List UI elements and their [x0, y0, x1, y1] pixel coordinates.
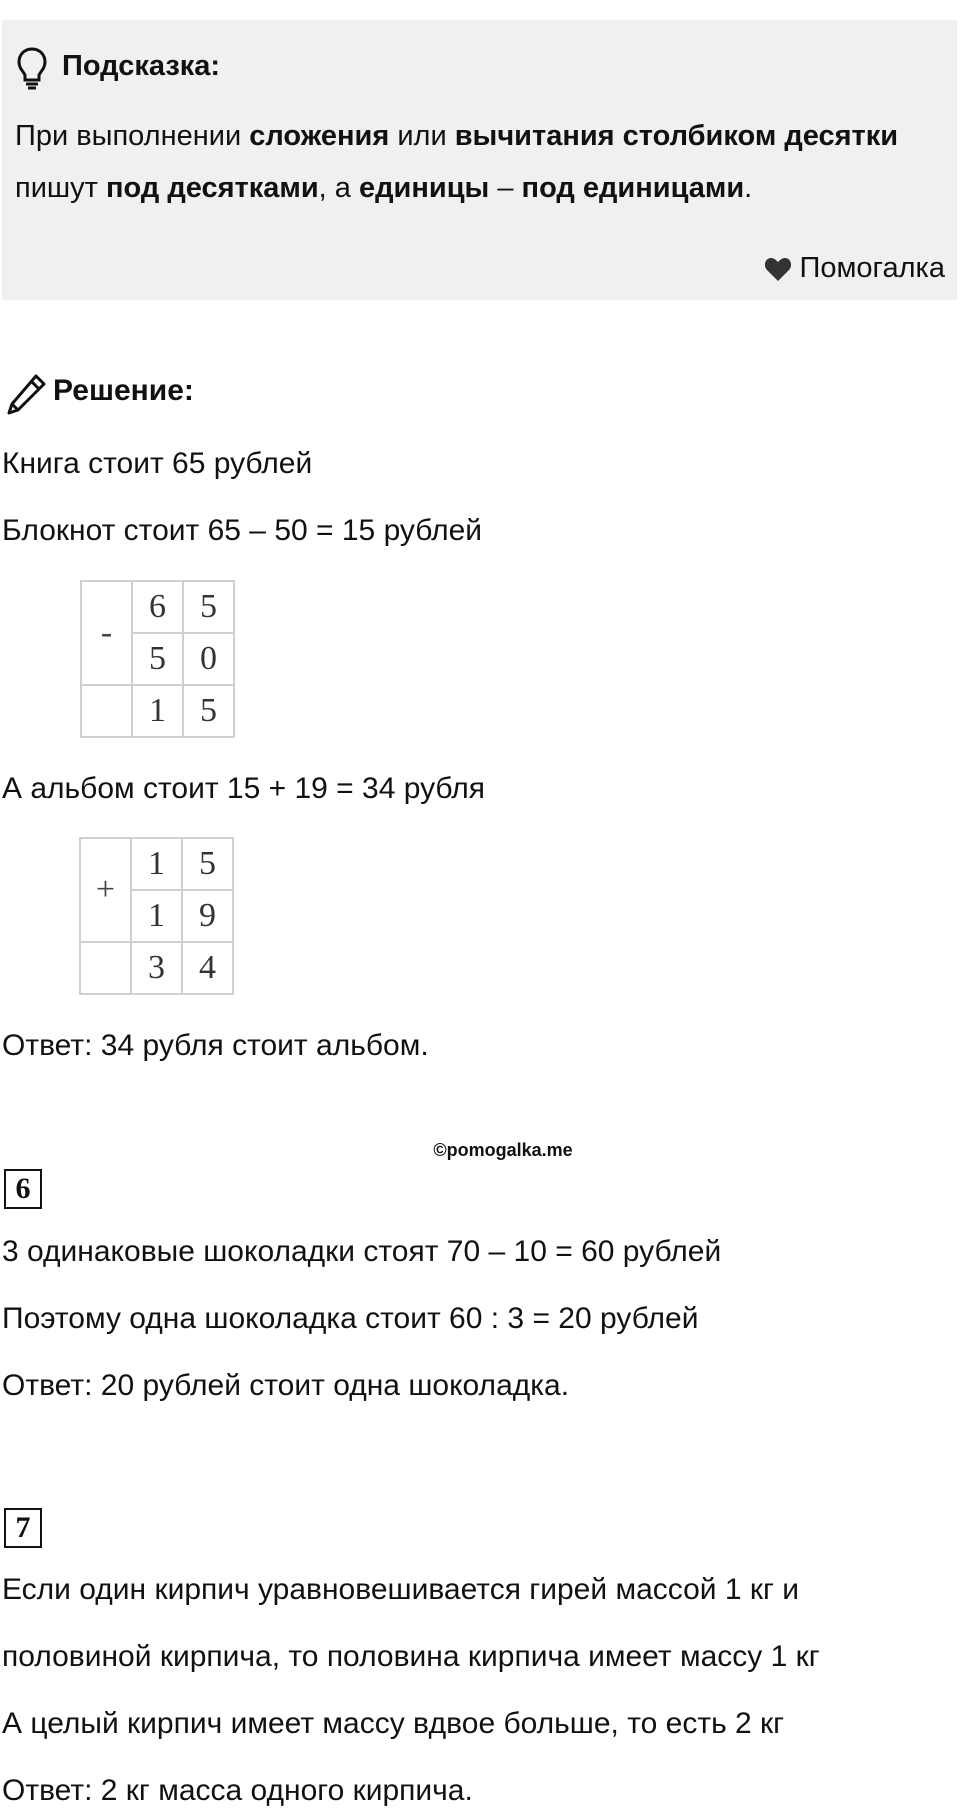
result-cell: 3	[131, 942, 182, 994]
task-line: Если один кирпич уравновешивается гирей массой 1 кг и	[2, 1573, 800, 1606]
task-line: половиной кирпича, то половина кирпича имеет массу 1 кг	[2, 1640, 820, 1673]
digit-cell: 5	[182, 838, 233, 890]
hint-box	[2, 20, 957, 300]
digit-cell: 5	[132, 633, 183, 685]
digit-cell: 9	[182, 890, 233, 942]
task-line: 3 одинаковые шоколадки стоят 70 – 10 = 60 рублей	[2, 1235, 722, 1268]
digit-cell: 0	[183, 633, 234, 685]
result-cell: 1	[132, 685, 183, 737]
task-number-box: 6	[4, 1169, 42, 1209]
solution-line: Блокнот стоит 65 – 50 = 15 рублей	[2, 514, 483, 547]
answer-line: Ответ: 2 кг масса одного кирпича.	[2, 1774, 473, 1807]
empty-cell	[80, 942, 131, 994]
operator-sign: -	[81, 581, 132, 685]
result-cell: 5	[183, 685, 234, 737]
hint-title: Подсказка:	[62, 50, 221, 82]
result-cell: 4	[182, 942, 233, 994]
subtraction-table	[80, 580, 235, 738]
digit-cell: 5	[183, 581, 234, 633]
operator-sign: +	[80, 838, 131, 942]
empty-cell	[81, 685, 132, 737]
pencil-icon	[6, 372, 48, 416]
solution-line: А альбом стоит 15 + 19 = 34 рубля	[2, 772, 486, 805]
lightbulb-icon	[16, 46, 48, 90]
brand-label: Помогалка	[764, 252, 945, 285]
heart-icon	[764, 256, 792, 282]
addition-table	[79, 837, 234, 995]
answer-line: Ответ: 20 рублей стоит одна шоколадка.	[2, 1369, 570, 1402]
task-number-box: 7	[4, 1508, 42, 1548]
watermark: ©pomogalka.me	[433, 1140, 573, 1160]
digit-cell: 1	[131, 838, 182, 890]
digit-cell: 1	[131, 890, 182, 942]
solution-title: Решение:	[53, 374, 194, 407]
answer-line: Ответ: 34 рубля стоит альбом.	[2, 1029, 429, 1062]
solution-line: Книга стоит 65 рублей	[2, 447, 313, 480]
task-line: Поэтому одна шоколадка стоит 60 : 3 = 20 рублей	[2, 1302, 699, 1335]
task-line: А целый кирпич имеет массу вдвое больше, то есть 2 кг	[2, 1707, 785, 1740]
hint-text: При выполнении сложения или вычитания столбиком десятки пишут под десятками, а единицы – под единицами.	[15, 120, 899, 204]
digit-cell: 6	[132, 581, 183, 633]
